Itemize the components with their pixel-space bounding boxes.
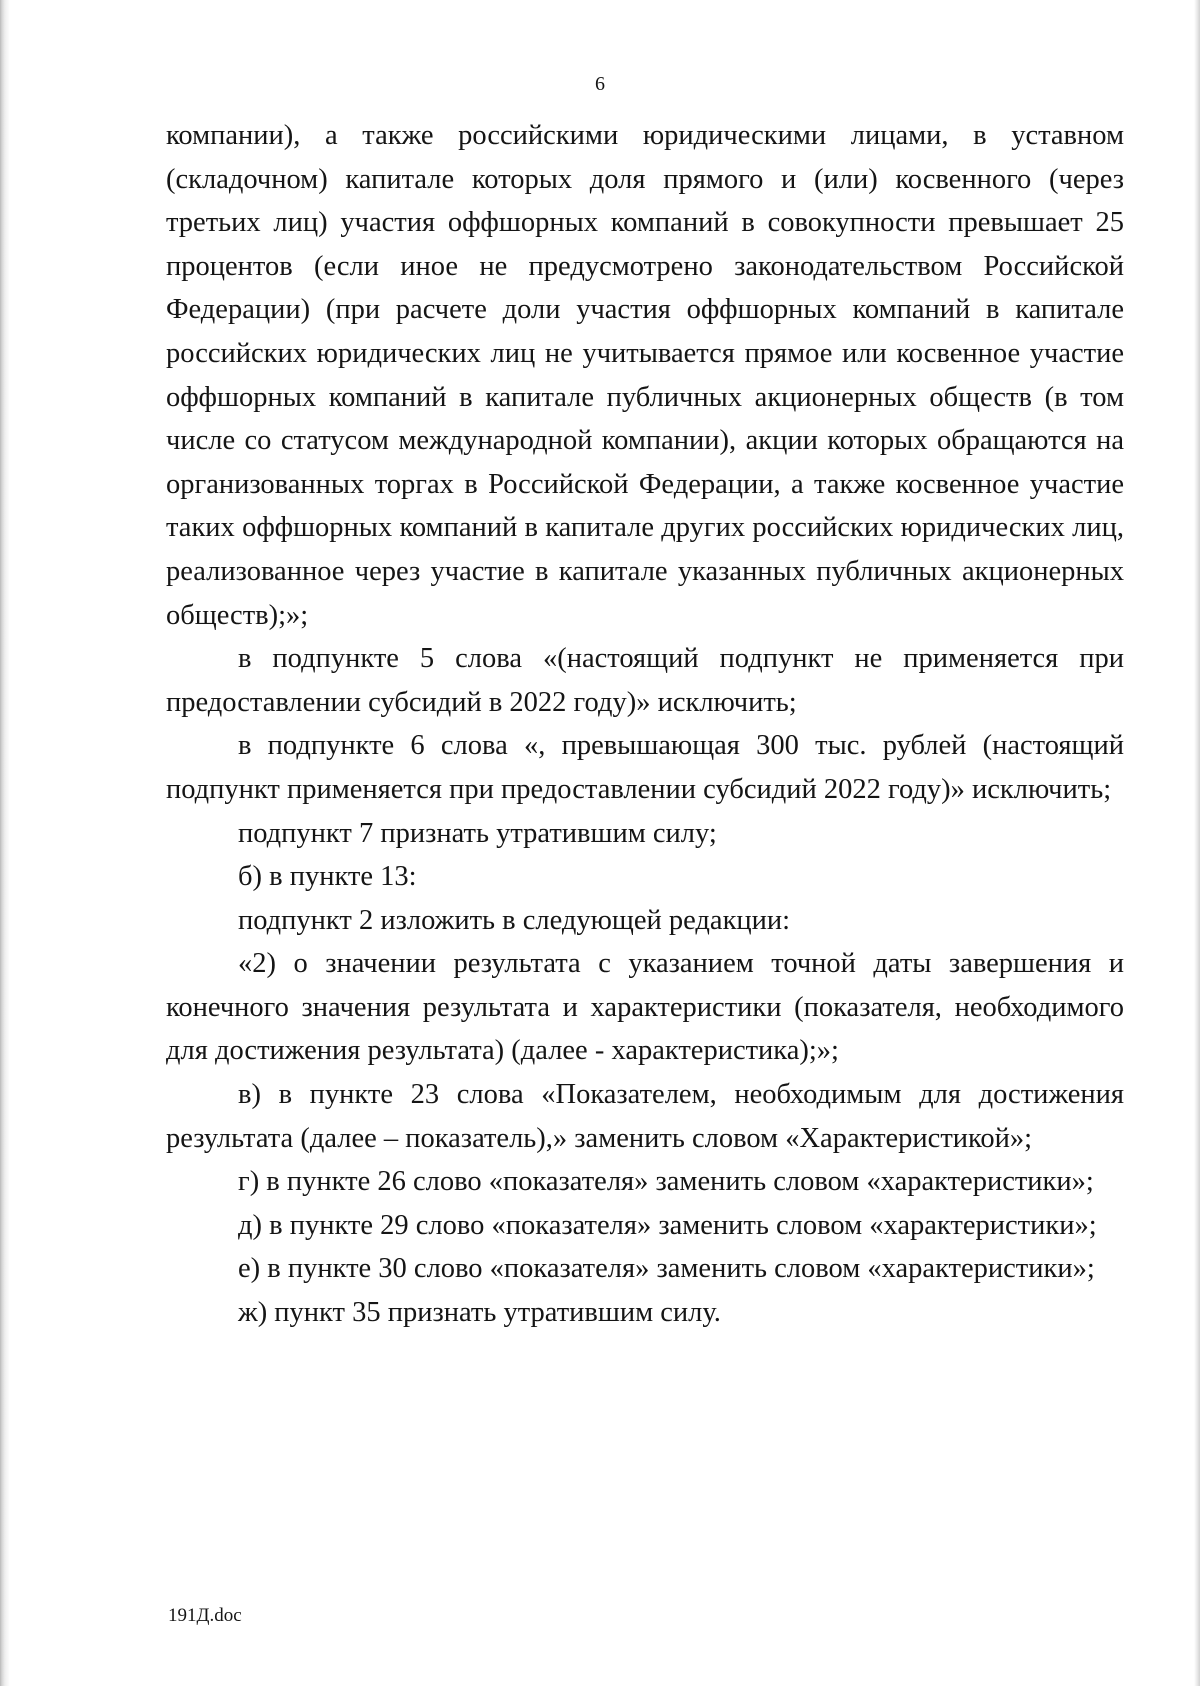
scan-edge-right	[1194, 0, 1200, 1686]
paragraph-item-b: б) в пункте 13:	[238, 861, 417, 893]
paragraph-item-e: е) в пункте 30 слово «показателя» заменить словом «характеристики»;	[238, 1253, 1095, 1285]
paragraph-subpoint-2-intro: подпункт 2 изложить в следующей редакции:	[238, 904, 791, 936]
paragraph-item-d: д) в пункте 29 слово «показателя» заменить словом «характеристики»;	[238, 1209, 1097, 1241]
paragraph-subpoint-6: в подпункте 6 слова «, превышающая 300 тыс. рублей (настоящий подпункт применяется при предоставлении субсидий 2022 году)» исключить;	[166, 730, 1124, 805]
footer-filename: 191Д.doc	[168, 1605, 242, 1626]
paragraph-subpoint-7: подпункт 7 признать утратившим силу;	[238, 817, 717, 849]
paragraph-subpoint-5: в подпункте 5 слова «(настоящий подпункт не применяется при предоставлении субсидий в 2022 году)» исключить;	[166, 643, 1124, 718]
paragraph-item-v: в) в пункте 23 слова «Показателем, необходимым для достижения результата (далее – показатель),» заменить словом «Характеристикой»;	[166, 1079, 1124, 1154]
paragraph-subpoint-2-text: «2) о значении результата с указанием точной даты завершения и конечного значения результата и характеристики (показателя, необходимого для достижения результата) (далее - характеристика);»;	[166, 948, 1124, 1067]
paragraph-item-zh: ж) пункт 35 признать утратившим силу.	[238, 1297, 721, 1329]
page-number: 6	[595, 73, 605, 95]
scan-edge-left	[0, 0, 10, 1686]
paragraph-offshore-companies: компании), а также российскими юридическими лицами, в уставном (складочном) капитале которых доля прямого и (или) косвенного (через третьих лиц) участия оффшорных компаний в совокупности превышает 25 процентов (если иное не предусмотрено законодательством Российской Федерации) (при расчете доли участия оффшорных компаний в капитале российских юридических лиц не учитывается прямое или косвенное участие оффшорных компаний в капитале публичных акционерных обществ (в том числе со статусом международной компании), акции которых обращаются на организованных торгах в Российской Федерации, а также косвенное участие таких оффшорных компаний в капитале других российских юридических лиц, реализованное через участие в капитале указанных публичных акционерных обществ);»;	[166, 120, 1124, 631]
paragraph-item-g: г) в пункте 26 слово «показателя» заменить словом «характеристики»;	[238, 1166, 1094, 1198]
document-body	[166, 114, 1124, 1335]
